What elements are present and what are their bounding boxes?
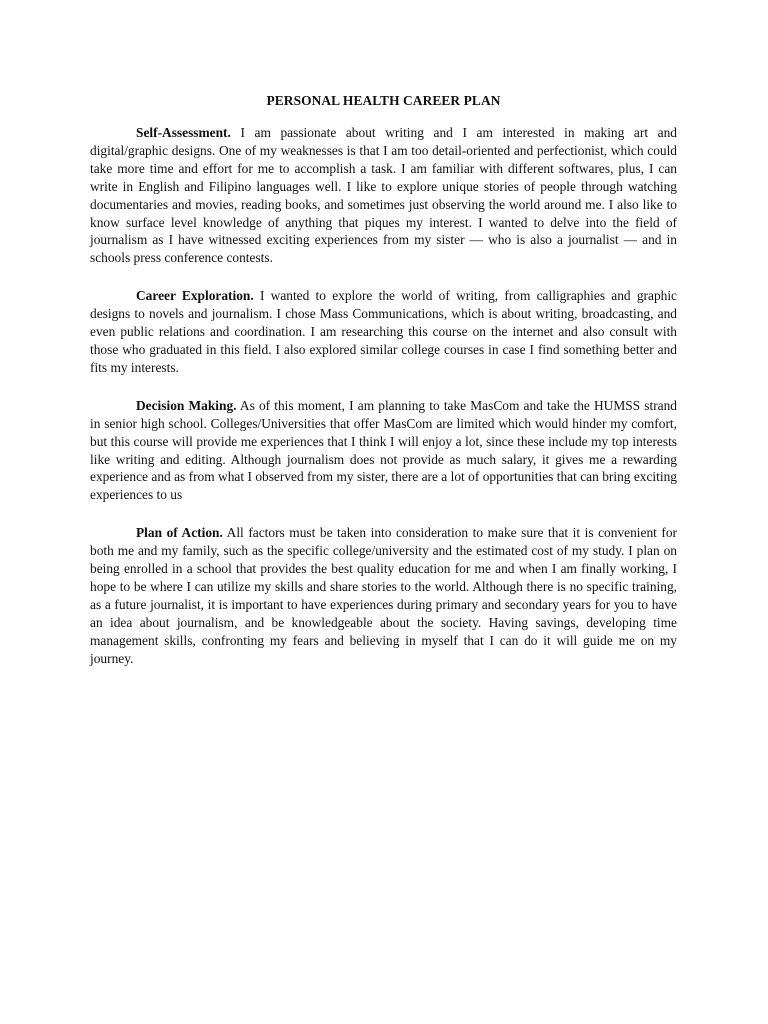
section-career-exploration: [90, 287, 677, 377]
section-heading: Career Exploration.: [136, 288, 254, 304]
section-heading: Decision Making.: [136, 397, 237, 413]
section-self-assessment: [90, 124, 677, 267]
section-body: As of this moment, I am planning to take MasCom and take the HUMSS strand in senior high school. Colleges/Universities that offer MasCom are limited which would hinder my comfort, but this course will provide me experiences that I think I will enjoy a lot, since these include my top interests like writing and editing. Although journalism does not provide as much salary, it gives me a rewarding experience and as from what I observed from my sister, there are a lot of opportunities that can bring exciting experiences to us: [90, 397, 677, 503]
section-plan-of-action: [90, 524, 677, 667]
document-title: PERSONAL HEALTH CAREER PLAN: [266, 93, 501, 108]
section-heading: Plan of Action.: [136, 525, 223, 541]
document-page: [90, 92, 677, 687]
section-body: I am passionate about writing and I am interested in making art and digital/graphic designs. One of my weaknesses is that I am too detail-oriented and perfectionist, which could take more time and effort for me to accomplish a task. I am familiar with different softwares, plus, I can write in English and Filipino languages well. I like to explore unique stories of people through watching documentaries and movies, reading books, and sometimes just observing the world around me. I also like to know surface level knowledge of anything that piques my interest. I wanted to delve into the field of journalism as I have witnessed exciting experiences from my sister — who is also a journalist — and in schools press conference contests.: [90, 125, 677, 266]
section-body: I wanted to explore the world of writing, from calligraphies and graphic designs to novels and journalism. I chose Mass Communications, which is about writing, broadcasting, and even public relations and coordination. I am researching this course on the internet and also consult with those who graduated in this field. I also explored similar college courses in case I find something better and fits my interests.: [90, 288, 677, 375]
section-decision-making: [90, 397, 677, 504]
section-heading: Self-Assessment.: [136, 125, 231, 140]
section-body: All factors must be taken into consideration to make sure that it is convenient for both me and my family, such as the specific college/university and the estimated cost of my study. I plan on being enrolled in a school that provides the best quality education for me and when I am finally working, I hope to be where I can utilize my skills and share stories to the world. Although there is no specific training, as a future journalist, it is important to have experiences during primary and secondary years for you to have an idea about journalism, and be knowledgeable about the society. Having savings, developing time management skills, confronting my fears and believing in myself that I can do it will guide me on my journey.: [90, 525, 678, 666]
